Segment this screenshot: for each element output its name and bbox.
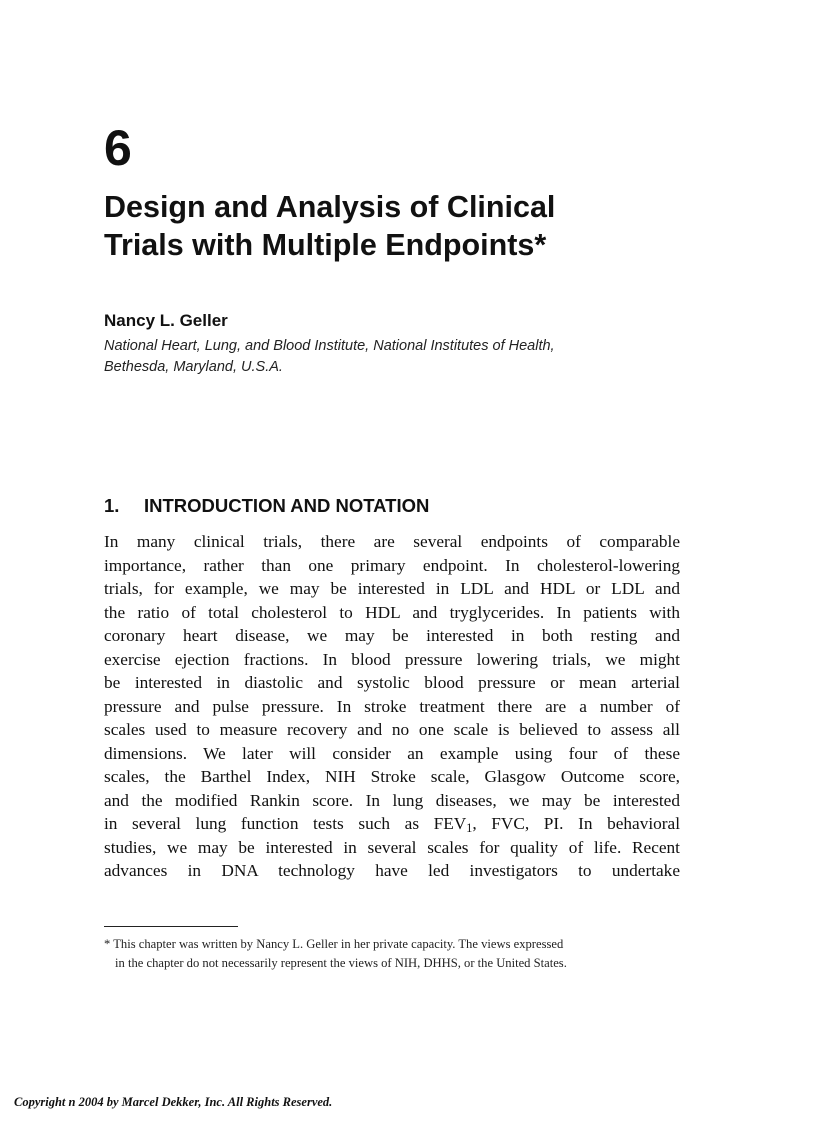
chapter-number: 6 [104, 120, 132, 176]
chapter-title-line: Design and Analysis of Clinical [104, 190, 556, 224]
body-line: importance, rather than one primary endpoint. In cholesterol-lowering [104, 555, 680, 575]
author-affiliation [104, 336, 704, 378]
fev-subscript: 1 [466, 821, 473, 836]
section-title: INTRODUCTION AND NOTATION [144, 495, 430, 516]
chapter-title-line: Trials with Multiple Endpoints* [104, 228, 547, 262]
footnote-line: * This chapter was written by Nancy L. Geller in her private capacity. The views expressed [104, 937, 564, 951]
footnote [104, 935, 680, 973]
body-line: dimensions. We later will consider an example using four of these [104, 743, 680, 763]
fev-text-before: in several lung function tests such as FEV [104, 814, 467, 833]
body-line: trials, for example, we may be interested in LDL and HDL or LDL and [104, 579, 680, 598]
chapter-title [104, 188, 704, 264]
body-line: scales used to measure recovery and no one scale is believed to assess all [104, 720, 680, 739]
body-line: coronary heart disease, we may be interested in both resting and [104, 626, 680, 645]
body-paragraph [104, 530, 680, 883]
body-line: advances in DNA technology have led investigators to undertake [104, 861, 680, 880]
body-line: studies, we may be interested in several scales for quality of life. Recent [104, 837, 680, 857]
body-line: scales, the Barthel Index, NIH Stroke scale, Glasgow Outcome score, [104, 767, 680, 786]
section-heading [104, 494, 429, 518]
footnote-line: in the chapter do not necessarily represent the views of NIH, DHHS, or the United States. [115, 956, 567, 970]
copyright-notice: Copyright n 2004 by Marcel Dekker, Inc. All Rights Reserved. [14, 1095, 333, 1109]
body-line: be interested in diastolic and systolic blood pressure or mean arterial [104, 673, 680, 692]
section-number: 1. [104, 495, 120, 516]
affiliation-line: National Heart, Lung, and Blood Institute, National Institutes of Health, [104, 338, 555, 354]
body-line: In many clinical trials, there are several endpoints of comparable [104, 532, 680, 551]
fev-text-after: , FVC, PI. In behavioral [472, 814, 681, 833]
body-line: and the modified Rankin score. In lung diseases, we may be interested [104, 790, 680, 810]
body-line: pressure and pulse pressure. In stroke treatment there are a number of [104, 696, 680, 716]
body-line: the ratio of total cholesterol to HDL and tryglycerides. In patients with [104, 602, 680, 622]
footnote-divider [104, 926, 238, 927]
author-name: Nancy L. Geller [104, 311, 228, 330]
affiliation-line: Bethesda, Maryland, U.S.A. [104, 359, 283, 375]
body-line-fev [104, 812, 680, 836]
body-line: exercise ejection fractions. In blood pressure lowering trials, we might [104, 649, 680, 669]
